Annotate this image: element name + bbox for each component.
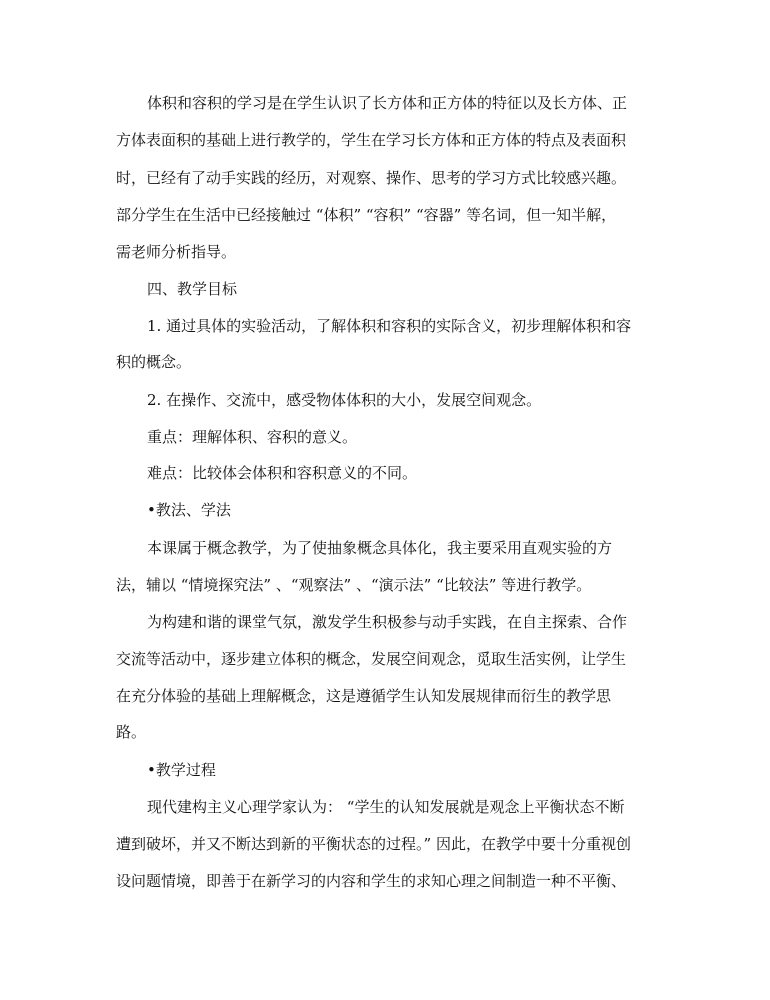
paragraph-line: 现代建构主义心理学家认为： “学生的认知发展就是观念上平衡状态不断 <box>147 798 625 816</box>
section-heading: •教法、学法 <box>147 501 231 519</box>
paragraph-line: 在充分体验的基础上理解概念，这是遵循学生认知发展规律而衍生的教学思 <box>116 687 612 705</box>
paragraph-line: 体积和容积的学习是在学生认识了长方体和正方体的特征以及长方体、正 <box>147 94 628 112</box>
paragraph-line: 为构建和谐的课堂气氛，激发学生积极参与动手实践，在自主探索、合作 <box>147 613 628 631</box>
list-item-line: 积的概念。 <box>116 353 192 371</box>
paragraph-line: 交流等活动中，逐步建立体积的概念，发展空间观念，觅取生活实例，让学生 <box>116 650 627 668</box>
key-point-line: 重点：理解体积、容积的意义。 <box>147 428 358 446</box>
paragraph-line: 方体表面积的基础上进行教学的，学生在学习长方体和正方体的特点及表面积 <box>116 131 627 149</box>
list-item-line: 1. 通过具体的实验活动，了解体积和容积的实际含义，初步理解体积和容 <box>147 317 632 335</box>
section-heading: 四、教学目标 <box>147 280 238 298</box>
paragraph-line: 设问题情境，即善于在新学习的内容和学生的求知心理之间制造一种不平衡、 <box>116 872 627 890</box>
paragraph-line: 时，已经有了动手实践的经历，对观察、操作、思考的学习方式比较感兴趣。 <box>116 169 627 187</box>
list-item-line: 2. 在操作、交流中，感受物体体积的大小，发展空间观念。 <box>147 391 542 409</box>
section-heading: •教学过程 <box>147 761 216 779</box>
difficulty-line: 难点：比较体会体积和容积意义的不同。 <box>147 464 418 482</box>
paragraph-line: 法，辅以 “情境探究法” 、“观察法” 、“演示法” “比较法” 等进行教学。 <box>116 576 592 594</box>
paragraph-line: 本课属于概念教学，为了使抽象概念具体化，我主要采用直观实验的方 <box>147 539 613 557</box>
paragraph-line: 需老师分析指导。 <box>116 243 237 261</box>
paragraph-line: 路。 <box>116 723 147 741</box>
paragraph-line: 部分学生在生活中已经接触过 “体积” “容积” “容器” 等名词，但一知半解， <box>116 206 617 224</box>
paragraph-line: 遭到破坏，并又不断达到新的平衡状态的过程。” 因此，在教学中要十分重视创 <box>116 835 631 853</box>
